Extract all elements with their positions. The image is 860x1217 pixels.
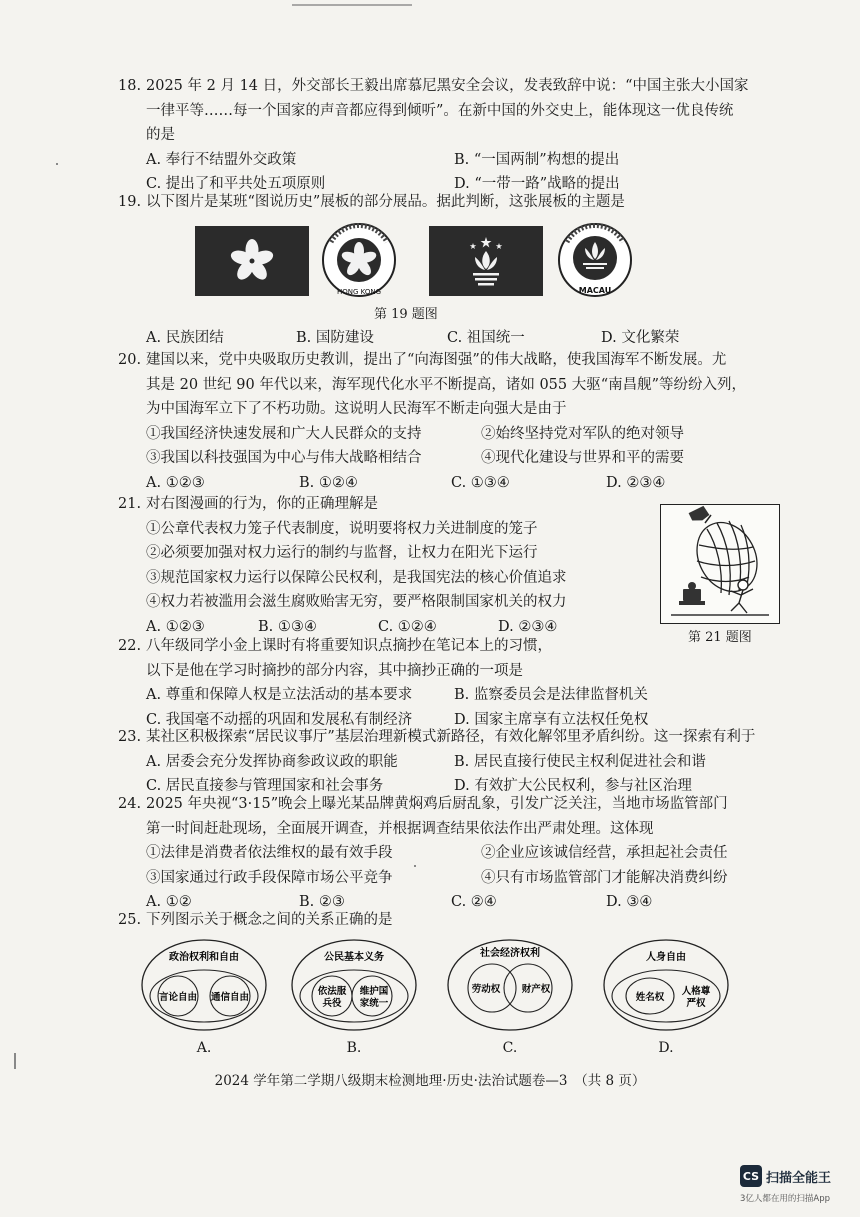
option-a[interactable]: A. 民族团结: [146, 330, 224, 346]
svg-text:兵役: 兵役: [322, 998, 342, 1009]
svg-text:劳动权: 劳动权: [471, 984, 501, 995]
question-number: 25.: [118, 912, 142, 928]
option-c[interactable]: C. 祖国统一: [447, 330, 525, 346]
option-d[interactable]: D. “一带一路”战略的提出: [454, 176, 620, 192]
statement-1: ①我国经济快速发展和广大人民群众的支持: [146, 425, 422, 442]
page-footer: 2024 学年第二学期八级期末检测地理·历史·法治试题卷—3 （共 8 页）: [214, 1073, 646, 1089]
option-b[interactable]: B. 监察委员会是法律监督机关: [454, 687, 648, 703]
option-d[interactable]: D. ②③④: [606, 474, 666, 491]
option-b[interactable]: B. ①③④: [258, 618, 317, 635]
option-d[interactable]: D. 国家主席享有立法权任免权: [454, 711, 649, 728]
svg-text:社会经济权利: 社会经济权利: [480, 948, 540, 959]
macau-flag: [429, 226, 543, 296]
question-23: [118, 725, 790, 799]
option-c[interactable]: C. 提出了和平共处五项原则: [146, 176, 326, 192]
statement-4: ④只有市场监管部门才能解决消费纠纷: [481, 869, 728, 886]
option-d[interactable]: D. ③④: [606, 894, 653, 910]
stem-line: 以下是他在学习时摘抄的部分内容，其中摘抄正确的一项是: [146, 662, 523, 679]
stem-line: 一律平等……每一个国家的声音都应得到倾听”。在新中国的外交史上，能体现这一优良传统: [146, 102, 734, 119]
figure-25: [140, 938, 780, 1058]
question-19-options: [118, 326, 790, 351]
stem-line: 为中国海军立下了不朽功勋。这说明人民海军不断走向强大是由于: [146, 401, 567, 417]
question-24: [118, 792, 790, 915]
question-25: [118, 908, 790, 933]
option-d[interactable]: D. ②③④: [498, 618, 558, 635]
statement-3: ③我国以科技强国为中心与伟大战略相结合: [146, 450, 422, 466]
venn-label-d: D.: [658, 1040, 674, 1056]
option-c[interactable]: C. ①③④: [451, 474, 510, 491]
svg-text:姓名权: 姓名权: [635, 992, 665, 1003]
option-c[interactable]: C. 我国毫不动摇的巩固和发展私有制经济: [146, 711, 413, 728]
hong-kong-flag: [195, 226, 309, 296]
emblem-text: MACAU: [578, 286, 612, 295]
option-d[interactable]: D. 有效扩大公民权利，参与社区治理: [454, 778, 692, 794]
stem-line: 八年级同学小金上课时有将重要知识点摘抄在笔记本上的习惯，: [146, 638, 552, 654]
stem-line: 某社区积极探索“居民议事厅”基层治理新模式新路径，有效化解邻里矛盾纠纷。这一探索有利于: [146, 729, 756, 745]
venn-diagram-c[interactable]: [446, 938, 574, 1032]
svg-text:财产权: 财产权: [521, 984, 551, 995]
svg-text:通信自由: 通信自由: [210, 992, 250, 1003]
option-b[interactable]: B. 国防建设: [296, 330, 374, 346]
venn-diagram-d[interactable]: [602, 938, 730, 1032]
svg-text:人身自由: 人身自由: [646, 952, 686, 963]
svg-text:依法服: 依法服: [317, 986, 347, 997]
option-b[interactable]: B. 居民直接行使民主权利促进社会和谐: [454, 753, 706, 770]
scan-speck: [56, 163, 58, 165]
option-b[interactable]: B. ②③: [299, 894, 345, 910]
scanner-app-name: 扫描全能王: [766, 1170, 832, 1186]
question-number: 19.: [118, 194, 142, 210]
option-a[interactable]: A. ①②③: [146, 474, 205, 491]
question-number: 23.: [118, 729, 142, 745]
question-19: [118, 190, 790, 215]
option-a[interactable]: A. ①②: [146, 894, 192, 910]
option-a[interactable]: A. 居委会充分发挥协商参政议政的职能: [146, 753, 398, 770]
venn-label-a: A.: [196, 1040, 212, 1056]
option-a[interactable]: A. 奉行不结盟外交政策: [146, 151, 297, 168]
statement-2: ②始终坚持党对军队的绝对领导: [481, 425, 684, 442]
stem-line: 的是: [146, 127, 175, 143]
option-d[interactable]: D. 文化繁荣: [601, 330, 680, 346]
svg-text:维护国: 维护国: [359, 986, 389, 997]
scanner-tagline: 3亿人都在用的扫描App: [740, 1194, 831, 1204]
figure-caption: 第 21 题图: [688, 630, 752, 645]
figure-caption: 第 19 题图: [374, 307, 438, 322]
question-number: 20.: [118, 352, 142, 368]
macau-emblem: [553, 222, 637, 300]
statement-3: ③规范国家权力运行以保障公民权利，是我国宪法的核心价值追求: [146, 569, 567, 586]
statement-1: ①法律是消费者依法维权的最有效手段: [146, 845, 393, 861]
svg-text:严权: 严权: [686, 998, 706, 1009]
svg-text:公民基本义务: 公民基本义务: [324, 952, 384, 963]
question-number: 18.: [118, 78, 142, 94]
cartoon-figure-21: [660, 504, 780, 624]
stem-line: 2025 年央视“3·15”晚会上曝光某品牌黄焖鸡后厨乱象，引发广泛关注，当地市场监管部门: [146, 796, 728, 812]
scan-speck: [14, 1053, 16, 1069]
emblem-text: HONG KONG: [336, 288, 382, 296]
question-number: 21.: [118, 496, 142, 512]
question-20: [118, 348, 790, 495]
question-18: [118, 74, 790, 197]
svg-text:政治权利和自由: 政治权利和自由: [169, 952, 239, 963]
venn-label-b: B.: [346, 1040, 362, 1056]
option-a[interactable]: A. 尊重和保障人权是立法活动的基本要求: [146, 687, 413, 703]
question-number: 22.: [118, 638, 142, 654]
top-edge-mark: [292, 0, 412, 6]
statement-1: ①公章代表权力笼子代表制度，说明要将权力关进制度的笼子: [146, 520, 538, 537]
stem-line: 其是 20 世纪 90 年代以来，海军现代化水平不断提高，诸如 055 大驱“南昌舰”等纷纷入列，: [146, 376, 747, 393]
question-22: [118, 634, 790, 732]
venn-label-c: C.: [502, 1040, 518, 1056]
option-b[interactable]: B. ①②④: [299, 474, 358, 491]
cs-logo-icon: CS: [740, 1165, 762, 1187]
stem-line: 建国以来，党中央吸取历史教训，提出了“向海图强”的伟大战略，使我国海军不断发展。尤: [146, 352, 727, 368]
scanner-watermark: [740, 1165, 831, 1187]
venn-diagram-a[interactable]: [140, 938, 268, 1032]
option-c[interactable]: C. ①②④: [378, 618, 437, 635]
question-number: 24.: [118, 796, 142, 812]
stem-line: 对右图漫画的行为，你的正确理解是: [146, 496, 378, 512]
venn-diagram-b[interactable]: [290, 938, 418, 1032]
statement-4: ④权力若被滥用会滋生腐败贻害无穷，要严格限制国家机关的权力: [146, 594, 567, 610]
stem-line: 下列图示关于概念之间的关系正确的是: [146, 912, 393, 928]
option-b[interactable]: B. “一国两制”构想的提出: [454, 151, 620, 168]
statement-3: ③国家通过行政手段保障市场公平竞争: [146, 869, 393, 886]
stem-line: 以下图片是某班“图说历史”展板的部分展品。据此判断，这张展板的主题是: [146, 194, 625, 210]
figure-19: [195, 222, 625, 300]
option-c[interactable]: C. ②④: [451, 894, 497, 910]
svg-text:言论自由: 言论自由: [158, 992, 198, 1003]
statement-2: ②企业应该诚信经营，承担起社会责任: [481, 845, 728, 861]
svg-text:人格尊: 人格尊: [681, 986, 711, 997]
option-a[interactable]: A. ①②③: [146, 618, 205, 635]
statement-4: ④现代化建设与世界和平的需要: [481, 450, 684, 466]
hong-kong-emblem: [317, 222, 401, 300]
stem-line: 2025 年 2 月 14 日，外交部长王毅出席慕尼黑安全会议，发表致辞中说：“中国主张大小国家: [146, 78, 749, 94]
stem-line: 第一时间赶赴现场，全面展开调查，并根据调查结果依法作出严肃处理。这体现: [146, 820, 654, 837]
statement-2: ②必须要加强对权力运行的制约与监督，让权力在阳光下运行: [146, 545, 538, 561]
option-c[interactable]: C. 居民直接参与管理国家和社会事务: [146, 778, 384, 794]
svg-text:家统一: 家统一: [359, 998, 389, 1009]
